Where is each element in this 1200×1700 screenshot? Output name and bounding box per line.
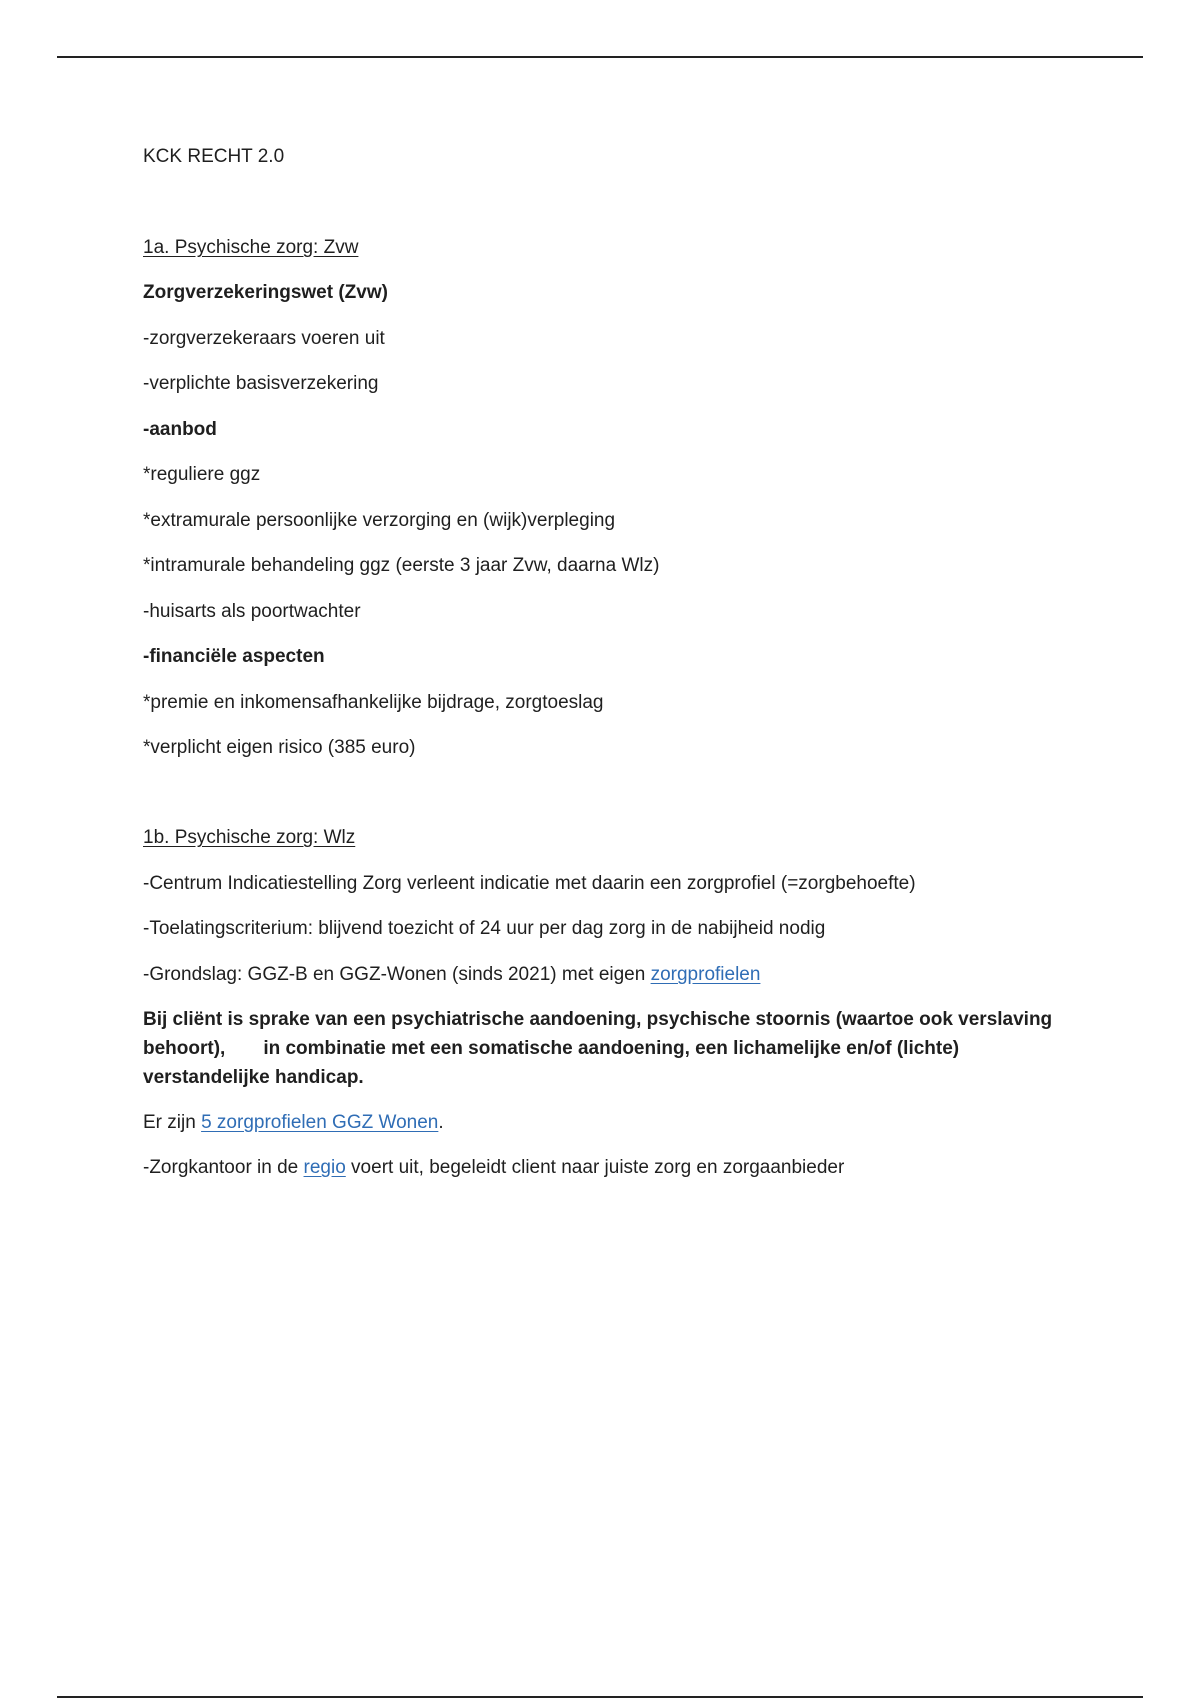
list-item: *reguliere ggz (143, 464, 261, 485)
document-title: KCK RECHT 2.0 (143, 146, 285, 167)
section-a-subheading: Zorgverzekeringswet (Zvw) (143, 282, 388, 303)
list-item: -verplichte basisverzekering (143, 373, 379, 394)
list-item: *intramurale behandeling ggz (eerste 3 jaar Zvw, daarna Wlz) (143, 555, 660, 576)
profiles-suffix: . (438, 1112, 444, 1133)
regio-link[interactable]: regio (303, 1157, 346, 1178)
section-b-heading: 1b. Psychische zorg: Wlz (143, 827, 356, 848)
footer-rule (57, 1696, 1143, 1698)
financial-label: -financiële aspecten (143, 646, 325, 667)
section-a-heading: 1a. Psychische zorg: Zvw (143, 237, 359, 258)
zorgkantoor-line (143, 1155, 844, 1181)
client-condition-paragraph (143, 1005, 1073, 1092)
grondslag-text: -Grondslag: GGZ-B en GGZ-Wonen (sinds 2021) met eigen (143, 964, 651, 985)
profiles-prefix: Er zijn (143, 1112, 202, 1133)
condition-text-part2: in combinatie met een somatische aandoening, een lichamelijke en/of (lichte) verstandelijke handicap. (143, 1038, 960, 1088)
ggz-wonen-profiles-link[interactable]: 5 zorgprofielen GGZ Wonen (201, 1112, 439, 1133)
list-item: -huisarts als poortwachter (143, 601, 361, 622)
zorgkantoor-prefix: -Zorgkantoor in de (143, 1157, 304, 1178)
grondslag-line (143, 962, 760, 988)
list-item: *extramurale persoonlijke verzorging en (wijk)verpleging (143, 510, 616, 531)
header-rule (57, 56, 1143, 58)
list-item: -zorgverzekeraars voeren uit (143, 328, 385, 349)
aanbod-label: -aanbod (143, 419, 217, 440)
zorgkantoor-suffix: voert uit, begeleidt client naar juiste zorg en zorgaanbieder (345, 1157, 845, 1178)
list-item: -Toelatingscriterium: blijvend toezicht of 24 uur per dag zorg in de nabijheid nodig (143, 918, 826, 939)
list-item: *premie en inkomensafhankelijke bijdrage, zorgtoeslag (143, 692, 604, 713)
condition-text-part1: Bij cliënt is sprake van een psychiatrische aandoening, psychische stoornis (waartoe ook verslaving behoort), (143, 1009, 1053, 1059)
list-item: -Centrum Indicatiestelling Zorg verleent indicatie met daarin een zorgprofiel (=zorgbehoefte) (143, 873, 916, 894)
zorgprofielen-link[interactable]: zorgprofielen (650, 964, 761, 985)
profiles-line (143, 1110, 444, 1136)
list-item: *verplicht eigen risico (385 euro) (143, 737, 416, 758)
